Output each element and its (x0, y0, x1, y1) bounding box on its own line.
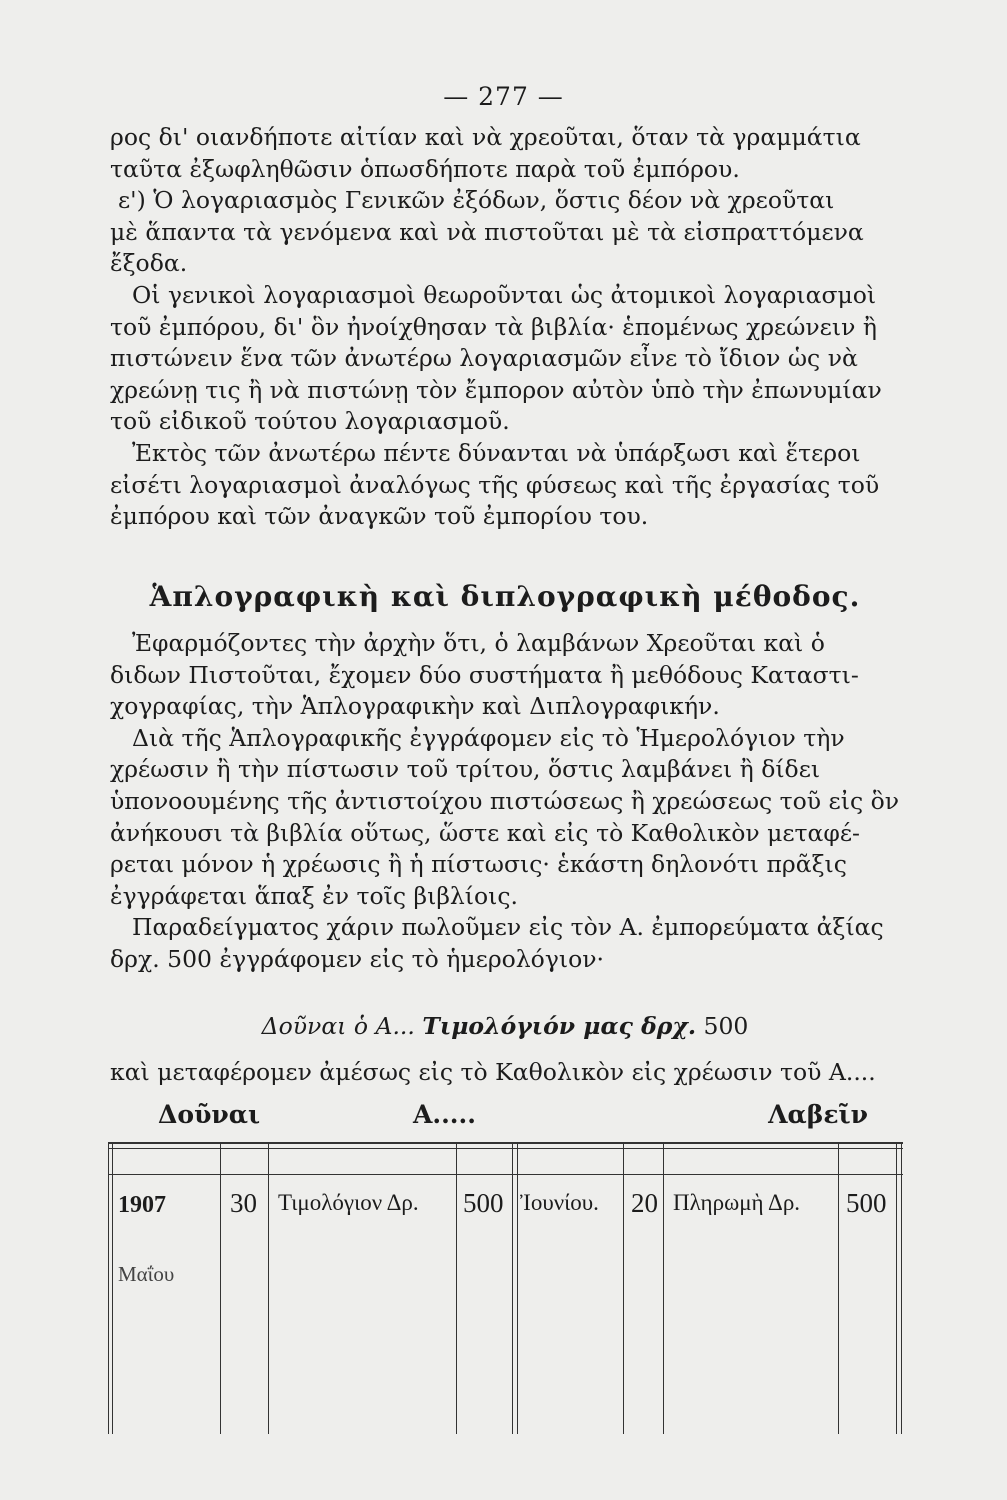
text-line: πιστώνειν ἕνα τῶν ἀνωτέρω λογαριασμῶν εἶνε τὸ ἴδιον ὡς νὰ (110, 344, 858, 373)
text-line: ταῦτα ἐξωφληθῶσιν ὁπωσδήποτε παρὰ τοῦ ἐμπόρου. (110, 154, 740, 183)
credit-description: Πληρωμὴ Δρ. (673, 1190, 801, 1215)
entry-invoice: Τιμολόγιόν μας δρχ. (422, 1012, 697, 1040)
text-line: ὑπονοουμένης τῆς ἀντιστοίχου πιστώσεως ἢ χρεώσεως τοῦ εἰς ὃν (110, 786, 900, 815)
entry-amount: 500 (703, 1012, 749, 1040)
text-line: ε') Ὁ λογαριασμὸς Γενικῶν ἐξόδων, ὅστις δέον νὰ χρεοῦται (118, 186, 835, 215)
text-line: ἔξοδα. (110, 249, 188, 278)
text-line: Παραδείγματος χάριν πωλοῦμεν εἰς τὸν Α. ἐμπορεύματα ἀξίας (132, 913, 884, 942)
text-line: χογραφίας, τὴν Ἁπλογραφικὴν καὶ Διπλογραφικήν. (110, 692, 720, 721)
debit-label: Δοῦναι (158, 1100, 261, 1129)
transfer-line: καὶ μεταφέρομεν ἀμέσως εἰς τὸ Καθολικὸν εἰς χρέωσιν τοῦ Α.... (110, 1058, 876, 1086)
text-line: Ἐκτὸς τῶν ἀνωτέρω πέντε δύνανται νὰ ὑπάρξωσι καὶ ἕτεροι (132, 438, 861, 467)
credit-label: Λαβεῖν (768, 1100, 868, 1129)
credit-month: Ἰουνίου. (520, 1190, 599, 1215)
text-line: τοῦ ἐμπόρου, δι' ὃν ἠνοίχθησαν τὰ βιβλία· ἑπομένως χρεώνειν ἢ (110, 312, 877, 341)
text-line: διδων Πιστοῦται, ἔχομεν δύο συστήματα ἢ μεθόδους Καταστι- (110, 660, 859, 689)
text-line: εἰσέτι λογαριασμοὶ ἀναλόγως τῆς φύσεως καὶ τῆς ἐργασίας τοῦ (110, 470, 880, 499)
text-line: δρχ. 500 ἐγγράφομεν εἰς τὸ ἡμερολόγιον· (110, 944, 604, 973)
ledger-month: Μαΐου (118, 1262, 175, 1286)
debit-description: Τιμολόγιον Δρ. (278, 1190, 419, 1215)
text-line: μὲ ἅπαντα τὰ γενόμενα καὶ νὰ πιστοῦται μὲ τὰ εἰσπραττόμενα (110, 217, 864, 246)
text-line: ἐμπόρου καὶ τῶν ἀναγκῶν τοῦ ἐμπορίου του. (110, 502, 649, 531)
text-line: ρεται μόνον ἡ χρέωσις ἢ ἡ πίστωσις· ἑκάστη δηλονότι πρᾶξις (110, 850, 847, 879)
text-line: Οἱ γενικοὶ λογαριασμοὶ θεωροῦνται ὡς ἀτομικοὶ λογαριασμοὶ (132, 280, 877, 309)
text-line: ρος δι' οιανδήποτε αἰτίαν καὶ νὰ χρεοῦται, ὅταν τὰ γραμμάτια (110, 123, 861, 151)
entry-debtor: Δοῦναι ὁ Α... (261, 1012, 415, 1040)
credit-day: 20 (631, 1188, 658, 1218)
text-line: ἐγγράφεται ἅπαξ ἐν τοῖς βιβλίοις. (110, 881, 519, 910)
debit-day: 30 (230, 1188, 257, 1218)
text-line: Διὰ τῆς Ἁπλογραφικῆς ἐγγράφομεν εἰς τὸ Ἡμερολόγιον τὴν (132, 723, 845, 752)
text-line: Ἐφαρμόζοντες τὴν ἀρχὴν ὅτι, ὁ λαμβάνων Χρεοῦται καὶ ὁ (132, 629, 825, 657)
ledger-account-header (148, 1096, 878, 1136)
paragraph-accounts (110, 122, 900, 533)
text-line: τοῦ εἰδικοῦ τούτου λογαριασμοῦ. (110, 407, 510, 436)
text-line: χρεώνῃ τις ἢ νὰ πιστώνῃ τὸν ἔμπορον αὐτὸν ὑπὸ τὴν ἐπωνυμίαν (110, 375, 882, 404)
section-heading: Ἁπλογραφικὴ καὶ διπλογραφικὴ μέθοδος. (149, 580, 861, 613)
page-number: — 277 — (443, 82, 564, 111)
paragraph-methods (110, 628, 900, 976)
credit-amount: 500 (846, 1188, 887, 1218)
journal-entry (110, 1012, 900, 1040)
ledger-year: 1907 (118, 1192, 166, 1218)
text-line: χρέωσιν ἢ τὴν πίστωσιν τοῦ τρίτου, ὅστις λαμβάνει ἢ δίδει (110, 755, 821, 784)
ledger-table (108, 1142, 903, 1434)
account-name: Α..... (413, 1100, 476, 1129)
debit-amount: 500 (463, 1188, 504, 1218)
text-line: ἀνήκουσι τὰ βιβλία οὕτως, ὥστε καὶ εἰς τὸ Καθολικὸν μεταφέ- (110, 818, 860, 847)
